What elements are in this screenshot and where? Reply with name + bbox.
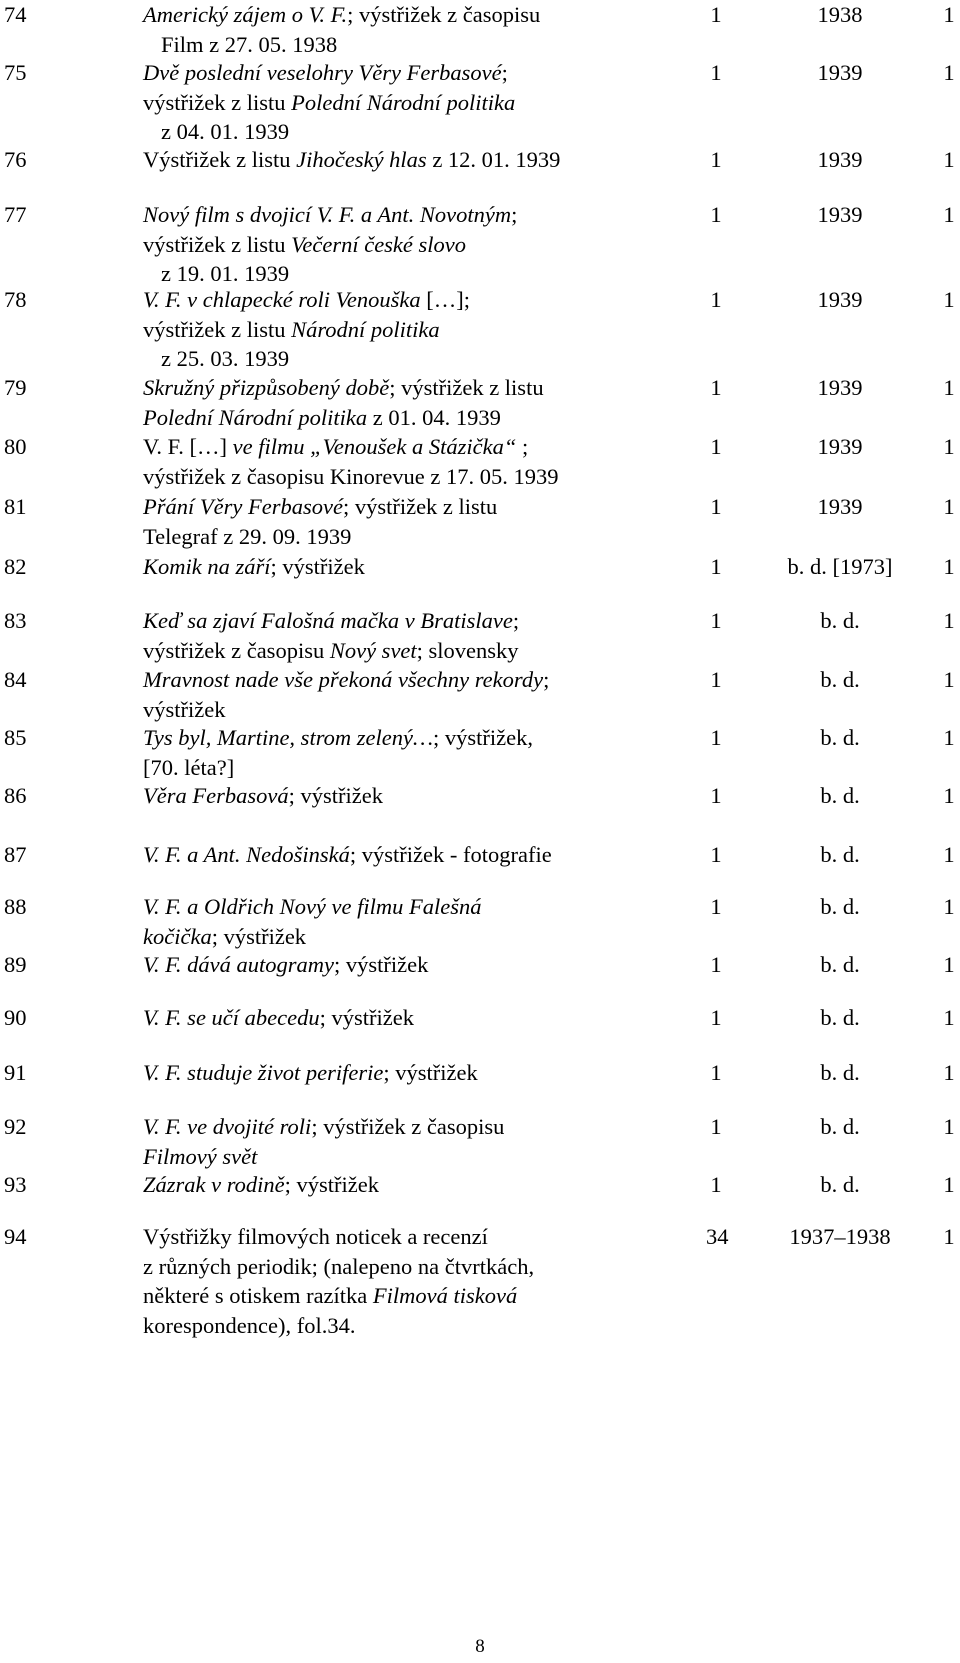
italic-title-text: Americký zájem o V. F. [143,2,348,27]
description-text: [70. léta?] [143,754,235,780]
italic-title-text: Filmová tisková [372,1283,518,1308]
item-description [143,606,683,665]
item-description [143,1058,683,1088]
italic-title-text: V. F. a Ant. Nedošinská [143,842,350,867]
item-count: 1 [710,894,722,919]
item-number: 86 [4,783,27,808]
italic-title-text: Komik na září [143,554,271,579]
item-number: 78 [4,287,27,312]
description-text: ; [512,608,520,633]
item-box: 1 [943,554,955,579]
description-line [143,695,683,725]
item-number: 91 [4,1060,27,1085]
item-count: 1 [710,667,722,692]
description-line [143,1281,683,1311]
italic-title-text: Mravnost nade vše překoná všechny rekordy [143,667,544,692]
item-box: 1 [943,375,955,400]
description-text: Telegraf z 29. 09. 1939 [143,523,352,549]
italic-title-text: Nový film s dvojicí V. F. a Ant. Novotným [143,202,512,227]
description-line [143,1058,683,1088]
description-line [143,462,683,492]
item-year: b. d. [820,894,860,919]
item-count: 1 [710,952,722,977]
item-box: 1 [943,1060,955,1085]
item-number: 76 [4,147,27,172]
item-box: 1 [943,2,955,27]
item-box: 1 [943,894,955,919]
item-year: b. d. [1973] [787,554,893,579]
item-box: 1 [943,287,955,312]
description-line [143,1252,683,1282]
page-number: 8 [475,1636,485,1657]
italic-title-text: V. F. a Oldřich Nový ve filmu Falešná [143,894,482,919]
description-text: ; [501,60,508,85]
italic-title-text: Zázrak v rodině [143,1172,285,1197]
italic-title-text: Věra Ferbasová [143,783,289,808]
item-count: 1 [710,2,722,27]
description-line [143,840,683,870]
italic-title-text: V. F. se učí abecedu [143,1005,320,1030]
description-line [143,373,683,403]
italic-title-text: V. F. ve dvojité roli [143,1114,312,1139]
description-line [143,344,683,374]
item-count: 1 [710,60,722,85]
description-line [143,1311,683,1341]
italic-title-text: Nový svet [329,637,417,663]
item-description [143,492,683,551]
description-text: výstřižek z listu [143,89,292,115]
description-text: výstřižek z listu [143,231,292,257]
description-text: ; slovensky [416,637,519,663]
description-line [143,30,683,60]
description-text: z různých periodik; (nalepeno na čtvrtkách, [143,1253,535,1279]
item-year: b. d. [820,608,860,633]
description-line [143,403,683,433]
description-line [143,1112,683,1142]
item-description [143,892,683,951]
italic-title-text: V. F. dává autogramy [143,952,335,977]
description-line [143,1003,683,1033]
description-text: ; [511,202,518,227]
item-count: 1 [710,1172,722,1197]
italic-title-text: Jihočeský hlas [296,147,427,172]
item-year: b. d. [820,842,860,867]
description-text: ; výstřižek [334,952,429,977]
description-line [143,552,683,582]
description-text: ; výstřižek z listu [342,494,498,519]
description-text: ; výstřižek z časopisu [311,1114,505,1139]
italic-title-text: V. F. studuje život periferie [143,1060,384,1085]
item-box: 1 [943,1172,955,1197]
item-description [143,1170,683,1200]
item-count: 1 [710,554,722,579]
item-count: 34 [706,1224,729,1249]
item-count: 1 [710,202,722,227]
item-count: 1 [710,1005,722,1030]
item-box: 1 [943,608,955,633]
item-count: 1 [710,375,722,400]
item-year: 1939 [817,375,863,400]
description-text: Film z 27. 05. 1938 [161,31,338,57]
item-number: 83 [4,608,27,633]
description-text: ; výstřižek, [432,725,533,750]
description-line [143,58,683,88]
item-year: 1939 [817,202,863,227]
item-count: 1 [710,725,722,750]
description-text: ; výstřižek - fotografie [349,842,552,867]
item-box: 1 [943,494,955,519]
item-year: 1939 [817,434,863,459]
item-number: 92 [4,1114,27,1139]
italic-title-text: Dvě poslední veselohry Věry Ferbasové [143,60,502,85]
italic-title-text: Skružný přizpůsobený době [143,375,390,400]
description-text: ), fol.34. [277,1312,356,1338]
item-box: 1 [943,202,955,227]
item-box: 1 [943,1114,955,1139]
description-line [143,606,683,636]
italic-title-text: Polední Národní politika [143,404,368,430]
item-number: 77 [4,202,27,227]
item-year: 1939 [817,147,863,172]
description-line [143,636,683,666]
description-text: ; [516,434,529,459]
item-count: 1 [710,783,722,808]
italic-title-text: Keď sa zjaví Falošná mačka v Bratislave [143,608,513,633]
description-text: výstřižek z listu [143,316,292,342]
item-number: 74 [4,2,27,27]
description-text: ; výstřižek z listu [389,375,544,400]
description-text: některé s otiskem razítka [143,1283,373,1308]
item-number: 84 [4,667,27,692]
description-text: výstřižek [143,696,226,722]
item-number: 79 [4,375,27,400]
description-line [143,522,683,552]
description-line [143,1222,683,1252]
item-number: 94 [4,1224,27,1249]
item-description [143,432,683,491]
italic-title-text: Filmový svět [143,1143,258,1169]
item-description [143,840,683,870]
italic-title-text: ve filmu „Venoušek a Stázička“ [232,434,517,459]
item-description [143,552,683,582]
description-text: ; výstřižek [288,783,383,808]
item-description [143,285,683,374]
item-description [143,781,683,811]
item-year: b. d. [820,1114,860,1139]
item-count: 1 [710,287,722,312]
item-count: 1 [710,434,722,459]
description-line [143,315,683,345]
item-year: b. d. [820,725,860,750]
description-line [143,665,683,695]
item-description [143,1003,683,1033]
item-description [143,200,683,289]
description-line [143,922,683,952]
italic-title-text: kočička [143,923,212,949]
item-box: 1 [943,783,955,808]
item-box: 1 [943,725,955,750]
item-year: b. d. [820,783,860,808]
description-text: ; výstřižek z časopisu [347,2,541,27]
item-number: 81 [4,494,27,519]
italic-title-text: Tys byl, Martine, strom zelený… [143,725,433,750]
description-line [143,88,683,118]
italic-title-text: Polední Národní politika [291,89,516,115]
item-description [143,950,683,980]
description-text: […]; [420,287,471,312]
description-text: z 04. 01. 1939 [161,119,290,144]
item-description [143,0,683,59]
item-count: 1 [710,147,722,172]
item-number: 93 [4,1172,27,1197]
item-year: b. d. [820,1060,860,1085]
item-year: b. d. [820,1172,860,1197]
item-description [143,723,683,782]
item-box: 1 [943,842,955,867]
item-description [143,58,683,147]
item-year: 1939 [817,287,863,312]
item-box: 1 [943,60,955,85]
description-line [143,1170,683,1200]
item-box: 1 [943,952,955,977]
item-year: 1939 [817,60,863,85]
description-text: ; výstřižek [211,923,307,949]
description-line [143,230,683,260]
description-text: ; [543,667,550,692]
item-number: 87 [4,842,27,867]
description-text: Výstřižky filmových noticek a recenzí [143,1224,488,1249]
item-number: 80 [4,434,27,459]
item-box: 1 [943,1224,955,1249]
description-text: ; výstřižek [319,1005,414,1030]
description-line [143,723,683,753]
description-text: výstřižek z časopisu Kinorevue z 17. 05. 1939 [143,463,559,489]
description-line [143,892,683,922]
description-text: z 12. 01. 1939 [426,147,561,172]
description-text: korespondence [143,1312,278,1338]
item-box: 1 [943,667,955,692]
item-year: b. d. [820,952,860,977]
description-text: ; výstřižek [383,1060,478,1085]
item-number: 75 [4,60,27,85]
item-number: 90 [4,1005,27,1030]
item-number: 85 [4,725,27,750]
description-line [143,117,683,147]
item-description [143,665,683,724]
description-text: ; výstřižek [270,554,365,579]
description-line [143,432,683,462]
description-text: z 01. 04. 1939 [367,404,501,430]
description-text: V. F. […] [143,434,233,459]
italic-title-text: Přání Věry Ferbasové [143,494,343,519]
description-line [143,950,683,980]
italic-title-text: Večerní české slovo [291,231,467,257]
item-count: 1 [710,1114,722,1139]
item-number: 88 [4,894,27,919]
item-description [143,1112,683,1171]
description-line [143,200,683,230]
description-text: z 25. 03. 1939 [161,346,290,371]
item-number: 82 [4,554,27,579]
item-year: 1937–1938 [789,1224,891,1249]
description-line [143,781,683,811]
item-count: 1 [710,608,722,633]
item-box: 1 [943,147,955,172]
item-number: 89 [4,952,27,977]
item-count: 1 [710,1060,722,1085]
item-year: 1939 [817,494,863,519]
item-year: 1938 [817,2,863,27]
description-line [143,753,683,783]
description-line [143,0,683,30]
description-line [143,492,683,522]
item-year: b. d. [820,1005,860,1030]
description-line [143,1142,683,1172]
item-description [143,373,683,432]
italic-title-text: V. F. v chlapecké roli Venouška [143,287,421,312]
description-text: z 19. 01. 1939 [161,261,290,286]
description-line [143,145,683,175]
description-text: Výstřižek z listu [143,147,297,172]
description-line [143,285,683,315]
item-box: 1 [943,1005,955,1030]
item-count: 1 [710,842,722,867]
italic-title-text: Národní politika [291,316,440,342]
item-year: b. d. [820,667,860,692]
item-count: 1 [710,494,722,519]
item-description [143,145,683,175]
item-box: 1 [943,434,955,459]
description-text: ; výstřižek [284,1172,380,1197]
description-text: výstřižek z časopisu [143,637,330,663]
item-description [143,1222,683,1340]
